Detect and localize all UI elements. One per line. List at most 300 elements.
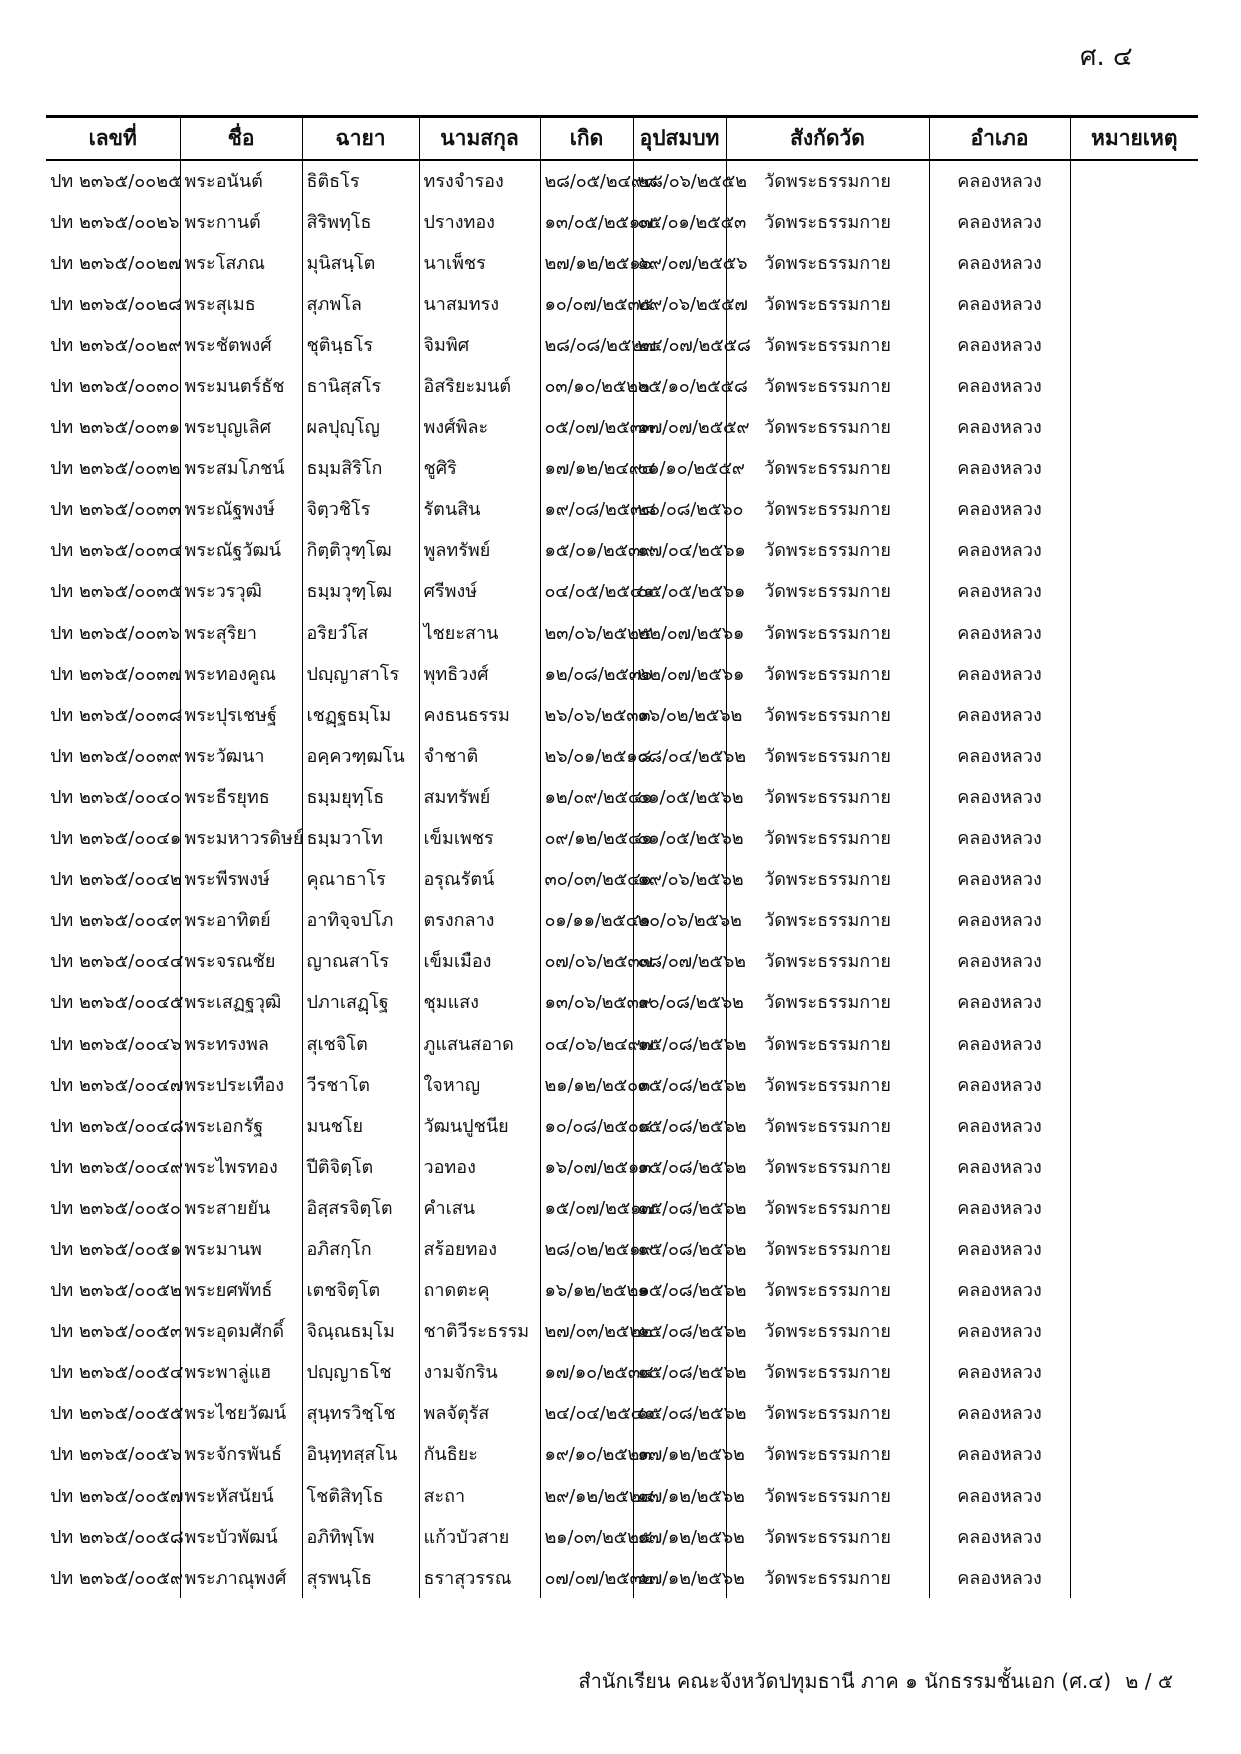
name-cell: พระปุรเชษฐ์: [180, 694, 302, 735]
name-cell: พระอนันต์: [180, 160, 302, 201]
temple-cell: วัดพระธรรมกาย: [726, 570, 929, 611]
monastic-name-cell: เชฏฺฐธมฺโม: [302, 694, 419, 735]
note-cell: [1070, 1064, 1198, 1105]
surname-cell: ศรีพงษ์: [419, 570, 540, 611]
name-cell: พระพาลู่แฮ: [180, 1351, 302, 1392]
note-cell: [1070, 1475, 1198, 1516]
name-cell: พระบุญเลิศ: [180, 406, 302, 447]
temple-cell: วัดพระธรรมกาย: [726, 735, 929, 776]
ordination-date-cell: ๐๕/๑๐/๒๕๕๘: [633, 365, 726, 406]
district-cell: คลองหลวง: [929, 447, 1070, 488]
monastic-name-cell: มนชโย: [302, 1105, 419, 1146]
ordination-date-cell: ๒๒/๐๗/๒๕๖๑: [633, 653, 726, 694]
district-cell: คลองหลวง: [929, 858, 1070, 899]
district-cell: คลองหลวง: [929, 1064, 1070, 1105]
registration-number-cell: ปท ๒๓๖๕/๐๐๒๙: [46, 324, 180, 365]
registration-number-cell: ปท ๒๓๖๕/๐๐๒๗: [46, 242, 180, 283]
ordination-date-cell: ๑๗/๑๒/๒๕๖๒: [633, 1475, 726, 1516]
header-cell: อุปสมบท: [633, 117, 726, 160]
birth-date-cell: ๐๗/๐๖/๒๕๓๗: [540, 940, 633, 981]
registration-number-cell: ปท ๒๓๖๕/๐๐๔๘: [46, 1105, 180, 1146]
name-cell: พระจักรพันธ์: [180, 1433, 302, 1474]
registration-number-cell: ปท ๒๓๖๕/๐๐๔๒: [46, 858, 180, 899]
surname-cell: ชุมแสง: [419, 981, 540, 1022]
monastic-name-cell: อภิทิพฺโพ: [302, 1516, 419, 1557]
district-cell: คลองหลวง: [929, 1392, 1070, 1433]
registration-number-cell: ปท ๒๓๖๕/๐๐๔๖: [46, 1022, 180, 1063]
ordination-date-cell: ๑๕/๐๘/๒๕๖๒: [633, 1310, 726, 1351]
registration-number-cell: ปท ๒๓๖๕/๐๐๕๙: [46, 1557, 180, 1598]
header-cell: นามสกุล: [419, 117, 540, 160]
registration-number-cell: ปท ๒๓๖๕/๐๐๔๔: [46, 940, 180, 981]
district-cell: คลองหลวง: [929, 940, 1070, 981]
surname-cell: รัตนสิน: [419, 488, 540, 529]
table-row: [46, 899, 1198, 940]
ordination-date-cell: ๐๘/๐๔/๒๕๖๒: [633, 735, 726, 776]
birth-date-cell: ๑๐/๐๘/๒๕๐๔: [540, 1105, 633, 1146]
ordination-date-cell: ๑๕/๐๘/๒๕๖๒: [633, 1392, 726, 1433]
district-cell: คลองหลวง: [929, 242, 1070, 283]
registration-number-cell: ปท ๒๓๖๕/๐๐๓๙: [46, 735, 180, 776]
name-cell: พระธีรยุทธ: [180, 776, 302, 817]
note-cell: [1070, 940, 1198, 981]
note-cell: [1070, 1516, 1198, 1557]
district-cell: คลองหลวง: [929, 1433, 1070, 1474]
registration-number-cell: ปท ๒๓๖๕/๐๐๕๘: [46, 1516, 180, 1557]
district-cell: คลองหลวง: [929, 981, 1070, 1022]
district-cell: คลองหลวง: [929, 1228, 1070, 1269]
birth-date-cell: ๑๖/๑๒/๒๕๒๑: [540, 1269, 633, 1310]
name-cell: พระพีรพงษ์: [180, 858, 302, 899]
monastic-name-cell: โชติสิทฺโธ: [302, 1475, 419, 1516]
note-cell: [1070, 817, 1198, 858]
monastic-name-cell: ธิติธโร: [302, 160, 419, 201]
note-cell: [1070, 365, 1198, 406]
note-cell: [1070, 612, 1198, 653]
birth-date-cell: ๐๙/๑๒/๒๕๔๑: [540, 817, 633, 858]
registration-number-cell: ปท ๒๓๖๕/๐๐๕๗: [46, 1475, 180, 1516]
temple-cell: วัดพระธรรมกาย: [726, 612, 929, 653]
district-cell: คลองหลวง: [929, 1022, 1070, 1063]
birth-date-cell: ๑๓/๐๕/๒๕๑๗: [540, 201, 633, 242]
monastic-name-cell: กิตฺติวุฑฺโฒ: [302, 529, 419, 570]
table-row: [46, 160, 1198, 201]
table-row: [46, 447, 1198, 488]
monastic-name-cell: ปภาเสฏฺโฐ: [302, 981, 419, 1022]
name-cell: พระทองคูณ: [180, 653, 302, 694]
page-footer: [578, 1665, 1173, 1697]
surname-cell: อรุณรัตน์: [419, 858, 540, 899]
birth-date-cell: ๒๖/๐๑/๒๕๑๘: [540, 735, 633, 776]
registration-number-cell: ปท ๒๓๖๕/๐๐๓๑: [46, 406, 180, 447]
name-cell: พระประเทือง: [180, 1064, 302, 1105]
temple-cell: วัดพระธรรมกาย: [726, 981, 929, 1022]
table-row: [46, 406, 1198, 447]
monastic-name-cell: อินฺทฺทสฺสโน: [302, 1433, 419, 1474]
table-row: [46, 324, 1198, 365]
temple-cell: วัดพระธรรมกาย: [726, 201, 929, 242]
monastic-name-cell: สุเชจิโต: [302, 1022, 419, 1063]
note-cell: [1070, 324, 1198, 365]
surname-cell: สะถา: [419, 1475, 540, 1516]
name-cell: พระวัฒนา: [180, 735, 302, 776]
birth-date-cell: ๒๓/๐๖/๒๕๒๕: [540, 612, 633, 653]
note-cell: [1070, 1228, 1198, 1269]
monastic-name-cell: ธมฺมวุฑฺโฒ: [302, 570, 419, 611]
birth-date-cell: ๑๒/๐๙/๒๕๔๑: [540, 776, 633, 817]
ordination-date-cell: ๑๗/๑๒/๒๕๖๒: [633, 1433, 726, 1474]
registration-number-cell: ปท ๒๓๖๕/๐๐๕๖: [46, 1433, 180, 1474]
note-cell: [1070, 1351, 1198, 1392]
note-cell: [1070, 488, 1198, 529]
note-cell: [1070, 1022, 1198, 1063]
table-row: [46, 776, 1198, 817]
district-cell: คลองหลวง: [929, 570, 1070, 611]
monastic-name-cell: เตชจิตฺโต: [302, 1269, 419, 1310]
district-cell: คลองหลวง: [929, 283, 1070, 324]
district-cell: คลองหลวง: [929, 201, 1070, 242]
name-cell: พระบัวพัฒน์: [180, 1516, 302, 1557]
note-cell: [1070, 160, 1198, 201]
table-header-row: [46, 117, 1198, 160]
surname-cell: ใจหาญ: [419, 1064, 540, 1105]
monk-register-table: [46, 115, 1198, 1598]
temple-cell: วัดพระธรรมกาย: [726, 488, 929, 529]
surname-cell: พงศ์พิละ: [419, 406, 540, 447]
monastic-name-cell: อภิสกฺโก: [302, 1228, 419, 1269]
monastic-name-cell: ผลปุญฺโญ: [302, 406, 419, 447]
registration-number-cell: ปท ๒๓๖๕/๐๐๔๓: [46, 899, 180, 940]
ordination-date-cell: ๐๘/๐๗/๒๕๖๒: [633, 940, 726, 981]
registration-number-cell: ปท ๒๓๖๕/๐๐๔๐: [46, 776, 180, 817]
district-cell: คลองหลวง: [929, 1269, 1070, 1310]
district-cell: คลองหลวง: [929, 735, 1070, 776]
temple-cell: วัดพระธรรมกาย: [726, 1187, 929, 1228]
surname-cell: ตรงกลาง: [419, 899, 540, 940]
monastic-name-cell: คุณาธาโร: [302, 858, 419, 899]
name-cell: พระมหาวรดิษย์: [180, 817, 302, 858]
temple-cell: วัดพระธรรมกาย: [726, 406, 929, 447]
surname-cell: แก้วบัวสาย: [419, 1516, 540, 1557]
ordination-date-cell: ๑๕/๐๘/๒๕๖๒: [633, 1022, 726, 1063]
district-cell: คลองหลวง: [929, 1146, 1070, 1187]
note-cell: [1070, 776, 1198, 817]
birth-date-cell: ๒๑/๐๓/๒๕๒๕: [540, 1516, 633, 1557]
header-cell: เกิด: [540, 117, 633, 160]
table-row: [46, 940, 1198, 981]
name-cell: พระหัสนัยน์: [180, 1475, 302, 1516]
ordination-date-cell: ๐๑/๐๕/๒๕๖๒: [633, 817, 726, 858]
surname-cell: ธราสุวรรณ: [419, 1557, 540, 1598]
ordination-date-cell: ๑๙/๐๖/๒๕๖๒: [633, 858, 726, 899]
table-row: [46, 817, 1198, 858]
table-row: [46, 1433, 1198, 1474]
district-cell: คลองหลวง: [929, 160, 1070, 201]
registration-number-cell: ปท ๒๓๖๕/๐๐๔๙: [46, 1146, 180, 1187]
table-row: [46, 1187, 1198, 1228]
ordination-date-cell: ๑๖/๐๒/๒๕๖๒: [633, 694, 726, 735]
table-row: [46, 488, 1198, 529]
monastic-name-cell: สุรพนฺโธ: [302, 1557, 419, 1598]
monastic-name-cell: ชุตินฺธโร: [302, 324, 419, 365]
temple-cell: วัดพระธรรมกาย: [726, 529, 929, 570]
ordination-date-cell: ๑๕/๐๘/๒๕๖๒: [633, 1146, 726, 1187]
note-cell: [1070, 858, 1198, 899]
birth-date-cell: ๒๖/๐๖/๒๕๓๓: [540, 694, 633, 735]
monastic-name-cell: มุนิสนฺโต: [302, 242, 419, 283]
ordination-date-cell: ๑๕/๐๘/๒๕๖๒: [633, 1351, 726, 1392]
birth-date-cell: ๐๕/๐๗/๒๕๓๓: [540, 406, 633, 447]
header-cell: หมายเหตุ: [1070, 117, 1198, 160]
monastic-name-cell: สิริพทฺโธ: [302, 201, 419, 242]
birth-date-cell: ๑๗/๑๐/๒๕๓๔: [540, 1351, 633, 1392]
registration-number-cell: ปท ๒๓๖๕/๐๐๔๗: [46, 1064, 180, 1105]
temple-cell: วัดพระธรรมกาย: [726, 1557, 929, 1598]
ordination-date-cell: ๑๕/๐๘/๒๕๖๒: [633, 1064, 726, 1105]
monastic-name-cell: อิสฺสรจิตฺโต: [302, 1187, 419, 1228]
monastic-name-cell: ญาณสาโร: [302, 940, 419, 981]
header-cell: สังกัดวัด: [726, 117, 929, 160]
ordination-date-cell: ๒๔/๐๗/๒๕๕๘: [633, 324, 726, 365]
name-cell: พระสายยัน: [180, 1187, 302, 1228]
ordination-date-cell: ๐๑/๐๕/๒๕๖๒: [633, 776, 726, 817]
temple-cell: วัดพระธรรมกาย: [726, 1105, 929, 1146]
district-cell: คลองหลวง: [929, 1557, 1070, 1598]
surname-cell: นาเพ็ชร: [419, 242, 540, 283]
temple-cell: วัดพระธรรมกาย: [726, 1351, 929, 1392]
table-row: [46, 653, 1198, 694]
name-cell: พระณัฐวัฒน์: [180, 529, 302, 570]
name-cell: พระสุเมธ: [180, 283, 302, 324]
note-cell: [1070, 899, 1198, 940]
district-cell: คลองหลวง: [929, 365, 1070, 406]
note-cell: [1070, 529, 1198, 570]
surname-cell: จำชาติ: [419, 735, 540, 776]
temple-cell: วัดพระธรรมกาย: [726, 1228, 929, 1269]
table-row: [46, 1022, 1198, 1063]
temple-cell: วัดพระธรรมกาย: [726, 1022, 929, 1063]
ordination-date-cell: ๐๕/๐๑/๒๕๕๓: [633, 201, 726, 242]
ordination-date-cell: ๑๗/๑๒/๒๕๖๒: [633, 1516, 726, 1557]
surname-cell: กันธิยะ: [419, 1433, 540, 1474]
table-row: [46, 1392, 1198, 1433]
monastic-name-cell: อาทิจฺจปโภ: [302, 899, 419, 940]
registration-number-cell: ปท ๒๓๖๕/๐๐๓๘: [46, 694, 180, 735]
monastic-name-cell: อคฺควฑฺฒโน: [302, 735, 419, 776]
note-cell: [1070, 1392, 1198, 1433]
note-cell: [1070, 201, 1198, 242]
surname-cell: คำเสน: [419, 1187, 540, 1228]
ordination-date-cell: ๒๙/๐๖/๒๕๕๗: [633, 283, 726, 324]
birth-date-cell: ๑๕/๐๗/๒๕๑๗: [540, 1187, 633, 1228]
surname-cell: สร้อยทอง: [419, 1228, 540, 1269]
district-cell: คลองหลวง: [929, 612, 1070, 653]
temple-cell: วัดพระธรรมกาย: [726, 694, 929, 735]
note-cell: [1070, 735, 1198, 776]
birth-date-cell: ๑๙/๑๐/๒๕๒๓: [540, 1433, 633, 1474]
note-cell: [1070, 1557, 1198, 1598]
monastic-name-cell: สุภพโล: [302, 283, 419, 324]
surname-cell: ปรางทอง: [419, 201, 540, 242]
header-cell: อำเภอ: [929, 117, 1070, 160]
ordination-date-cell: ๑๗/๐๔/๒๕๖๑: [633, 529, 726, 570]
name-cell: พระเอกรัฐ: [180, 1105, 302, 1146]
birth-date-cell: ๒๘/๐๘/๒๕๒๗: [540, 324, 633, 365]
birth-date-cell: ๑๕/๐๑/๒๕๓๙: [540, 529, 633, 570]
surname-cell: พูลทรัพย์: [419, 529, 540, 570]
ordination-date-cell: ๑๗/๐๗/๒๕๕๙: [633, 406, 726, 447]
ordination-date-cell: ๒๒/๐๗/๒๕๖๑: [633, 612, 726, 653]
table-row: [46, 283, 1198, 324]
name-cell: พระสุริยา: [180, 612, 302, 653]
table-row: [46, 1269, 1198, 1310]
table-row: [46, 858, 1198, 899]
temple-cell: วัดพระธรรมกาย: [726, 1269, 929, 1310]
surname-cell: อิสริยะมนต์: [419, 365, 540, 406]
temple-cell: วัดพระธรรมกาย: [726, 1392, 929, 1433]
registration-number-cell: ปท ๒๓๖๕/๐๐๕๐: [46, 1187, 180, 1228]
ordination-date-cell: ๒๘/๐๖/๒๕๕๒: [633, 160, 726, 201]
surname-cell: เข็มเพชร: [419, 817, 540, 858]
ordination-date-cell: ๑๕/๐๘/๒๕๖๒: [633, 1105, 726, 1146]
table-row: [46, 735, 1198, 776]
name-cell: พระอุดมศักดิ์: [180, 1310, 302, 1351]
temple-cell: วัดพระธรรมกาย: [726, 160, 929, 201]
ordination-date-cell: ๐๑/๑๐/๒๕๕๙: [633, 447, 726, 488]
table-row: [46, 1475, 1198, 1516]
monastic-name-cell: สุนฺทรวิชฺโช: [302, 1392, 419, 1433]
registration-number-cell: ปท ๒๓๖๕/๐๐๓๕: [46, 570, 180, 611]
monastic-name-cell: จิณฺณธมฺโม: [302, 1310, 419, 1351]
birth-date-cell: ๒๙/๑๒/๒๕๒๔: [540, 1475, 633, 1516]
temple-cell: วัดพระธรรมกาย: [726, 283, 929, 324]
note-cell: [1070, 570, 1198, 611]
table-row: [46, 529, 1198, 570]
ordination-date-cell: ๐๕/๐๕/๒๕๖๑: [633, 570, 726, 611]
registration-number-cell: ปท ๒๓๖๕/๐๐๓๓: [46, 488, 180, 529]
temple-cell: วัดพระธรรมกาย: [726, 776, 929, 817]
surname-cell: นาสมทรง: [419, 283, 540, 324]
temple-cell: วัดพระธรรมกาย: [726, 242, 929, 283]
surname-cell: วัฒนปูชนีย: [419, 1105, 540, 1146]
registration-number-cell: ปท ๒๓๖๕/๐๐๒๘: [46, 283, 180, 324]
table-row: [46, 570, 1198, 611]
monastic-name-cell: จิตฺวชิโร: [302, 488, 419, 529]
temple-cell: วัดพระธรรมกาย: [726, 899, 929, 940]
surname-cell: จิมพิศ: [419, 324, 540, 365]
note-cell: [1070, 653, 1198, 694]
note-cell: [1070, 242, 1198, 283]
name-cell: พระชัตพงศ์: [180, 324, 302, 365]
surname-cell: ภูแสนสอาด: [419, 1022, 540, 1063]
table-row: [46, 1064, 1198, 1105]
name-cell: พระวรวุฒิ: [180, 570, 302, 611]
district-cell: คลองหลวง: [929, 406, 1070, 447]
footer-text: สำนักเรียน คณะจังหวัดปทุมธานี ภาค ๑ นักธรรมชั้นเอก (ศ.๔): [578, 1669, 1112, 1693]
name-cell: พระจรณชัย: [180, 940, 302, 981]
name-cell: พระไพรทอง: [180, 1146, 302, 1187]
registration-number-cell: ปท ๒๓๖๕/๐๐๔๕: [46, 981, 180, 1022]
note-cell: [1070, 1310, 1198, 1351]
district-cell: คลองหลวง: [929, 488, 1070, 529]
monastic-name-cell: ปญฺญาสาโร: [302, 653, 419, 694]
table-row: [46, 694, 1198, 735]
district-cell: คลองหลวง: [929, 1516, 1070, 1557]
monastic-name-cell: อริยวํโส: [302, 612, 419, 653]
name-cell: พระกานต์: [180, 201, 302, 242]
ordination-date-cell: ๑๕/๐๘/๒๕๖๒: [633, 1269, 726, 1310]
table-row: [46, 612, 1198, 653]
birth-date-cell: ๑๗/๑๒/๒๔๙๔: [540, 447, 633, 488]
note-cell: [1070, 1433, 1198, 1474]
name-cell: พระณัฐพงษ์: [180, 488, 302, 529]
birth-date-cell: ๑๓/๐๖/๒๕๓๙: [540, 981, 633, 1022]
registration-number-cell: ปท ๒๓๖๕/๐๐๓๖: [46, 612, 180, 653]
surname-cell: พลจัตุรัส: [419, 1392, 540, 1433]
district-cell: คลองหลวง: [929, 324, 1070, 365]
birth-date-cell: ๐๑/๑๑/๒๕๔๑: [540, 899, 633, 940]
name-cell: พระยศพัทธ์: [180, 1269, 302, 1310]
surname-cell: ถาดตะคุ: [419, 1269, 540, 1310]
birth-date-cell: ๒๔/๐๔/๒๕๔๑: [540, 1392, 633, 1433]
note-cell: [1070, 406, 1198, 447]
temple-cell: วัดพระธรรมกาย: [726, 1064, 929, 1105]
surname-cell: วอทอง: [419, 1146, 540, 1187]
table-row: [46, 1105, 1198, 1146]
birth-date-cell: ๒๗/๑๒/๒๕๑๖: [540, 242, 633, 283]
table-row: [46, 981, 1198, 1022]
birth-date-cell: ๒๘/๐๒/๒๕๑๙: [540, 1228, 633, 1269]
table-row: [46, 242, 1198, 283]
district-cell: คลองหลวง: [929, 776, 1070, 817]
temple-cell: วัดพระธรรมกาย: [726, 1475, 929, 1516]
temple-cell: วัดพระธรรมกาย: [726, 653, 929, 694]
table-body: [46, 160, 1198, 1598]
temple-cell: วัดพระธรรมกาย: [726, 1146, 929, 1187]
ordination-date-cell: ๑๕/๐๘/๒๕๖๒: [633, 1228, 726, 1269]
district-cell: คลองหลวง: [929, 1310, 1070, 1351]
birth-date-cell: ๐๗/๐๗/๒๕๓๒: [540, 1557, 633, 1598]
registration-number-cell: ปท ๒๓๖๕/๐๐๒๖: [46, 201, 180, 242]
monastic-name-cell: ธมฺมวาโท: [302, 817, 419, 858]
district-cell: คลองหลวง: [929, 1105, 1070, 1146]
note-cell: [1070, 1105, 1198, 1146]
monastic-name-cell: ปญฺญาธโช: [302, 1351, 419, 1392]
registration-number-cell: ปท ๒๓๖๕/๐๐๓๐: [46, 365, 180, 406]
note-cell: [1070, 1269, 1198, 1310]
monastic-name-cell: วีรชาโต: [302, 1064, 419, 1105]
ordination-date-cell: ๒๐/๐๖/๒๕๖๒: [633, 899, 726, 940]
ordination-date-cell: ๑๙/๐๗/๒๕๕๖: [633, 242, 726, 283]
registration-number-cell: ปท ๒๓๖๕/๐๐๕๕: [46, 1392, 180, 1433]
ordination-date-cell: ๑๕/๐๘/๒๕๖๒: [633, 1187, 726, 1228]
name-cell: พระภาณุพงศ์: [180, 1557, 302, 1598]
district-cell: คลองหลวง: [929, 694, 1070, 735]
registration-number-cell: ปท ๒๓๖๕/๐๐๔๑: [46, 817, 180, 858]
surname-cell: สมทรัพย์: [419, 776, 540, 817]
table-row: [46, 1351, 1198, 1392]
note-cell: [1070, 447, 1198, 488]
birth-date-cell: ๑๖/๐๗/๒๕๑๓: [540, 1146, 633, 1187]
monastic-name-cell: ธานิสฺสโร: [302, 365, 419, 406]
name-cell: พระไชยวัฒน์: [180, 1392, 302, 1433]
temple-cell: วัดพระธรรมกาย: [726, 365, 929, 406]
ordination-date-cell: ๑๐/๐๘/๒๕๖๒: [633, 981, 726, 1022]
page-number: ๒ / ๕: [1125, 1669, 1173, 1693]
surname-cell: ไชยะสาน: [419, 612, 540, 653]
note-cell: [1070, 694, 1198, 735]
surname-cell: ชาติวีระธรรม: [419, 1310, 540, 1351]
